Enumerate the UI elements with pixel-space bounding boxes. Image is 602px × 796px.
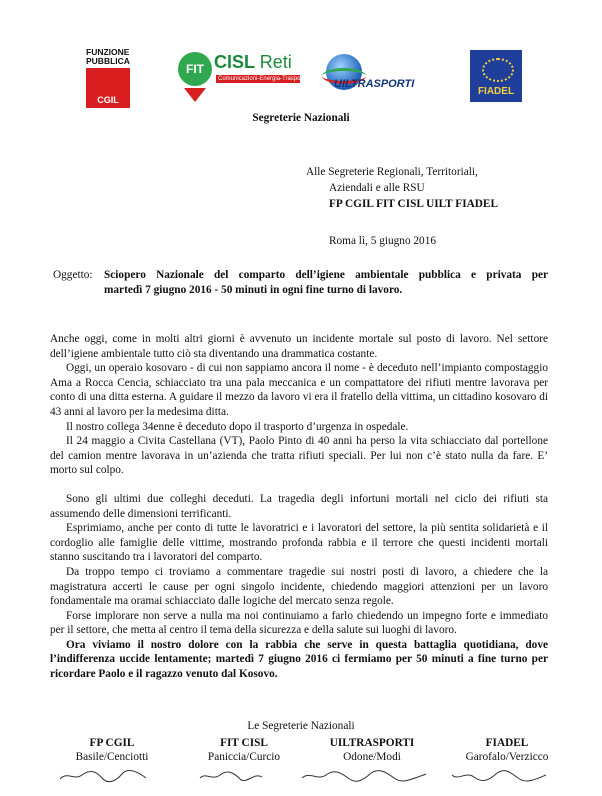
paragraph: Il nostro collega 34enne è deceduto dopo il trasporto d’urgenza in ospedale. [66,420,409,433]
fit-triangle-icon [184,88,206,102]
closing-line: Le Segreterie Nazionali [247,720,355,732]
paragraph: Oggi, un operaio kosovaro - di cui non sappiamo ancora il nome - è deceduto nell’impianto compostaggio Ama a Rocca Cencia, schiacciato tra una pala meccanica e un compattatore dei rifiuti mentre lavorava per conto di una ditta esterna. A guidare il mezzo da lavoro vi era il fratello della vittima, un cittadino kosovaro di 43 anni al lavoro per la medesima ditta. [50,362,548,418]
subject-label: Oggetto: [53,269,93,281]
paragraph: Sono gli ultimi due colleghi deceduti. La tragedia degli infortuni mortali nel ciclo dei rifiuti sta assumendo delle dimensioni terrificanti. [50,492,548,520]
fit-name: CISL [214,52,255,72]
paragraph: Da troppo tempo ci troviamo a commentare tragedie sui nostri posti di lavoro, a chiedere che la magistratura accerti le cause per ogni singolo incidente, chiedendo maggiori attenzioni per un lavoro fondamentale ma oramai schiacciato dalle logiche del mercato senza regole. [50,565,548,608]
signature-scribble [300,769,430,783]
signatory-names: Paniccia/Curcio [207,751,281,763]
eu-stars-icon [482,58,514,82]
paragraph: Anche oggi, come in molti altri giorni è avvenuto un incidente mortale sul posto di lavoro. Nel settore dell’igiene ambientale tutto ciò sta diventando una drammatica costante. [50,333,548,360]
subject-line2: martedì 7 giugno 2016 - 50 minuti in ogni fine turno di lavoro. [104,284,403,296]
signature-scribble [58,769,158,783]
fiadel-name: FIADEL [477,86,515,97]
fp-line1: FUNZIONE [86,47,130,57]
header-title: Segreterie Nazionali [252,112,350,124]
signature-scribble [198,769,278,783]
subject-line1: Sciopero Nazionale del comparto dell’igiene ambientale pubblica e privata per [104,269,548,281]
signatory [312,737,432,763]
signatory-org: FIT CISL [220,737,268,749]
fit-sub: Comunicazioni-Energia-Trasporti [218,76,306,82]
signatory [184,737,304,763]
recipient-line3: FP CGIL FIT CISL UILT FIADEL [329,198,498,210]
fit-badge: FIT [178,52,212,86]
signatory-org: FP CGIL [89,737,135,749]
paragraph: Esprimiamo, anche per conto di tutte le lavoratrici e i lavoratori del settore, la più sentita solidarietà e il cordoglio alle famiglie delle vittime, mostrando profonda rabbia e il terrore che questi incidenti mortali stanno suscitando tra i lavoratori del comparto. [50,522,548,564]
fp-line2: PUBBLICA [86,56,130,66]
logo-strip [0,44,602,114]
signatory-names: Garofalo/Verzicco [465,751,549,763]
fit-name2: Reti [259,52,292,72]
paragraph-emphasis: Ora viviamo il nostro dolore con la rabbia che serve in questa battaglia quotidiana, dove l’indifferenza uccide lentamente; martedì 7 giugno 2016 ci fermiamo per 50 minuti a fine turno per ricordare Paolo e il ragazzo venuto dal Kosovo. [50,638,548,681]
date-line: Roma lì, 5 giugno 2016 [329,235,437,247]
paragraph: Il 24 maggio a Civita Castellana (VT), Paolo Pinto di 40 anni ha perso la vita schiacciato dal portellone del camion mentre lavorava in un’azienda che tratta rifiuti speciali. Per lui non c’è stato nulla da fare. E’ morto sul colpo. [50,435,548,477]
fp-cgil-logo [86,48,132,110]
signatory [447,737,567,763]
paragraph: Forse implorare non serve a nulla ma noi continuiamo a farlo chiedendo un impegno forte e immediato per il settore, che metta al centro il tema della sicurezza e della salute sui luoghi di lavoro. [50,609,548,637]
uiltrasporti-logo [318,54,422,104]
uil-name: UILTRASPORTI [334,78,415,90]
signature-scribble [450,769,550,783]
signatory-org: FIADEL [485,737,529,749]
fp-mark: CGIL [97,95,119,105]
recipient-line2: Aziendali e alle RSU [329,182,425,194]
recipient-line1: Alle Segreterie Regionali, Territoriali, [306,166,478,178]
signatory-org: UILTRASPORTI [329,737,415,749]
fiadel-logo [470,50,522,102]
signatory-names: Odone/Modi [343,751,401,763]
signatory-names: Basile/Cenciotti [75,751,149,763]
fit-cisl-logo [178,48,306,104]
signatory [52,737,172,763]
letter-body [50,332,548,682]
